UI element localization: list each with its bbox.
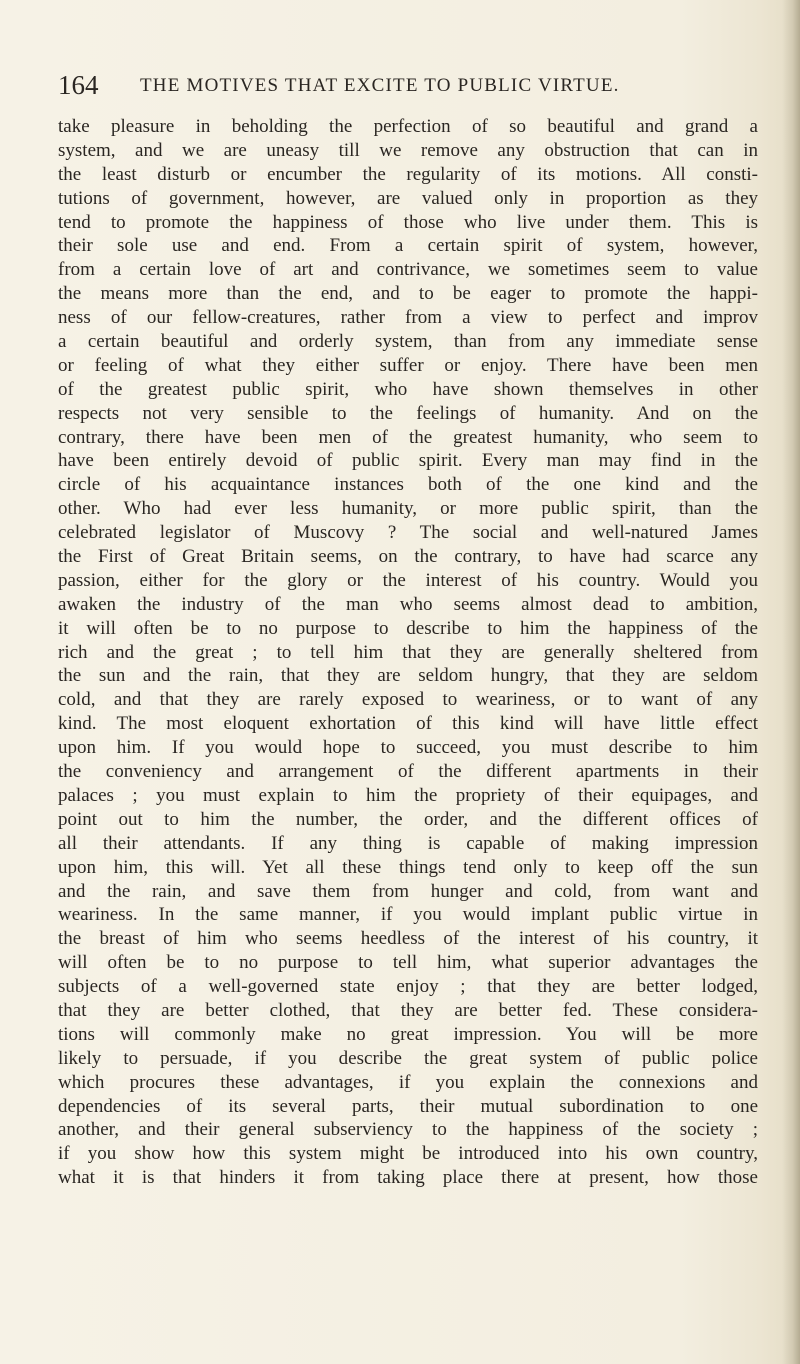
text-line: tions will commonly make no great impression. You will be more xyxy=(58,1023,758,1045)
text-line: point out to him the number, the order, and the different offices of xyxy=(58,808,758,830)
running-head: THE MOTIVES THAT EXCITE TO PUBLIC VIRTUE. xyxy=(140,75,620,96)
text-line: or feeling of what they either suffer or enjoy. There have been men xyxy=(58,354,758,376)
text-line: the First of Great Britain seems, on the contrary, to have had scarce any xyxy=(58,546,758,568)
text-line: upon him, this will. Yet all these things tend only to keep off the sun xyxy=(58,856,758,878)
text-line: contrary, there have been men of the greatest humanity, who seem to xyxy=(58,426,758,448)
text-line: the breast of him who seems heedless of the interest of his country, it xyxy=(58,928,758,950)
text-line: from a certain love of art and contrivance, we sometimes seem to value xyxy=(58,259,758,281)
text-line: the sun and the rain, that they are seldom hungry, that they are seldom xyxy=(58,665,758,687)
text-line: awaken the industry of the man who seems almost dead to ambition, xyxy=(58,593,758,615)
text-line: circle of his acquaintance instances both of the one kind and the xyxy=(58,474,758,496)
text-line: subjects of a well-governed state enjoy ; that they are better lodged, xyxy=(58,976,758,998)
page-edge-shadow xyxy=(782,0,800,1364)
text-line: and the rain, and save them from hunger and cold, from want and xyxy=(58,880,758,902)
text-line: respects not very sensible to the feelings of humanity. And on the xyxy=(58,402,758,424)
text-line: weariness. In the same manner, if you would implant public virtue in xyxy=(58,904,758,926)
text-line: all their attendants. If any thing is capable of making impression xyxy=(58,832,758,854)
text-line: system, and we are uneasy till we remove any obstruction that can in xyxy=(58,139,758,161)
text-line: the means more than the end, and to be eager to promote the happi- xyxy=(58,283,758,305)
text-line: celebrated legislator of Muscovy ? The social and well-natured James xyxy=(58,522,758,544)
body-text xyxy=(58,115,758,1190)
text-line: tutions of government, however, are valued only in proportion as they xyxy=(58,187,758,209)
text-line: dependencies of its several parts, their mutual subordination to one xyxy=(58,1095,758,1117)
text-line: tend to promote the happiness of those who live under them. This is xyxy=(58,211,758,233)
text-line: ness of our fellow-creatures, rather from a view to perfect and improv xyxy=(58,307,758,329)
text-line: will often be to no purpose to tell him, what superior advantages the xyxy=(58,952,758,974)
text-line: the least disturb or encumber the regularity of its motions. All consti- xyxy=(58,163,758,185)
page-number: 164 xyxy=(58,70,99,100)
text-line: kind. The most eloquent exhortation of this kind will have little effect xyxy=(58,713,758,735)
text-line: which procures these advantages, if you explain the connexions and xyxy=(58,1071,758,1093)
text-line: take pleasure in beholding the perfection of so beautiful and grand a xyxy=(58,116,758,137)
text-line: cold, and that they are rarely exposed to weariness, or to want of any xyxy=(58,689,758,711)
text-line: it will often be to no purpose to describe to him the happiness of the xyxy=(58,617,758,639)
text-line: have been entirely devoid of public spirit. Every man may find in the xyxy=(58,450,758,472)
text-line: if you show how this system might be introduced into his own country, xyxy=(58,1143,758,1165)
text-line: their sole use and end. From a certain spirit of system, however, xyxy=(58,235,758,257)
text-line: palaces ; you must explain to him the propriety of their equipages, and xyxy=(58,784,758,806)
text-line: likely to persuade, if you describe the great system of public police xyxy=(58,1047,758,1069)
text-line: rich and the great ; to tell him that they are generally sheltered from xyxy=(58,641,758,663)
text-line: a certain beautiful and orderly system, than from any immediate sense xyxy=(58,331,758,353)
text-line: what it is that hinders it from taking place there at present, how those xyxy=(58,1167,758,1189)
text-line: another, and their general subserviency to the happiness of the society ; xyxy=(58,1119,758,1141)
text-line: of the greatest public spirit, who have shown themselves in other xyxy=(58,378,758,400)
text-line: that they are better clothed, that they are better fed. These considera- xyxy=(58,999,758,1021)
text-line: other. Who had ever less humanity, or more public spirit, than the xyxy=(58,498,758,520)
text-line: passion, either for the glory or the interest of his country. Would you xyxy=(58,569,758,591)
text-line: upon him. If you would hope to succeed, you must describe to him xyxy=(58,737,758,759)
text-line: the conveniency and arrangement of the different apartments in their xyxy=(58,761,758,783)
page-header xyxy=(58,68,758,102)
